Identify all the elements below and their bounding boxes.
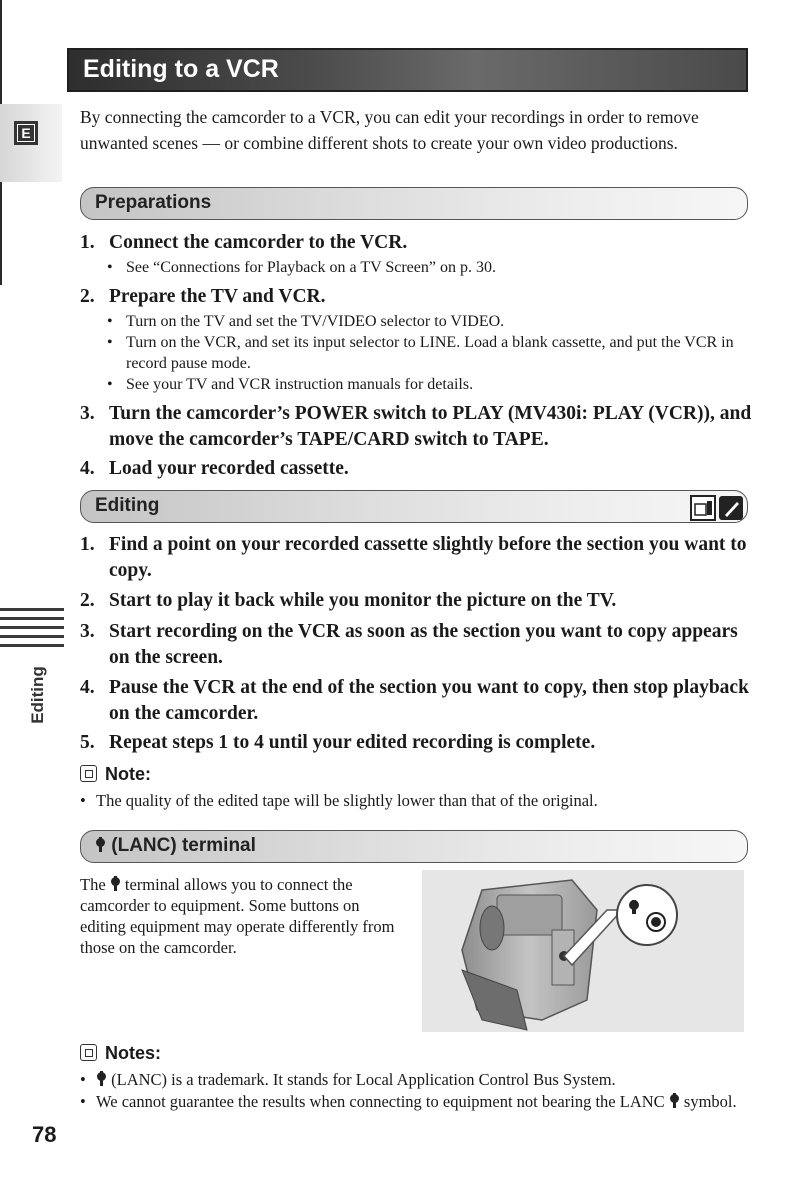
lanc-heading: (LANC) terminal <box>95 835 256 857</box>
prep-bullet: • Turn on the TV and set the TV/VIDEO selector to VIDEO. <box>107 313 505 330</box>
camcorder-photo <box>422 870 744 1032</box>
prep-step: 4. Load your recorded cassette. <box>80 458 349 479</box>
intro-paragraph: By connecting the camcorder to a VCR, you can edit your recordings in order to remove unwanted scenes — or combine different shots to create your own video productions. <box>80 107 699 153</box>
title-banner <box>67 48 748 92</box>
note-icon <box>80 1044 97 1061</box>
prep-step: 3. Turn the camcorder’s POWER switch to PLAY (MV430i: PLAY (VCR)), and move the camcorder’s TAPE/CARD switch to TAPE. <box>80 403 752 450</box>
lanc-note-2: • We cannot guarantee the results when connecting to equipment not bearing the LANC symbol. <box>80 1092 737 1111</box>
lanc-icon <box>110 876 121 891</box>
prep-bullet: • See your TV and VCR instruction manuals for details. <box>107 376 474 393</box>
section-marker-bars <box>0 608 64 653</box>
prep-bullet: • Turn on the VCR, and set its input selector to LINE. Load a blank cassette, and put the VCR in record pause mode. <box>107 334 734 372</box>
editing-heading: Editing <box>95 495 160 516</box>
editing-header <box>80 490 748 523</box>
notes-heading: Notes: <box>80 1043 161 1064</box>
note-text: • The quality of the edited tape will be slightly lower than that of the original. <box>80 791 598 810</box>
language-badge <box>14 121 38 145</box>
note-icon <box>80 765 97 782</box>
lanc-note-1: • (LANC) is a trademark. It stands for Local Application Control Bus System. <box>80 1070 616 1089</box>
editing-step: 5. Repeat steps 1 to 4 until your edited recording is complete. <box>80 732 596 753</box>
lanc-icon <box>95 837 106 852</box>
editing-step: 2. Start to play it back while you monitor the picture on the TV. <box>80 590 617 611</box>
prep-step: 1. Connect the camcorder to the VCR. <box>80 232 408 253</box>
preparations-heading: Preparations <box>95 192 212 213</box>
tape-mode-icon <box>691 496 715 520</box>
preparations-header <box>80 187 748 220</box>
card-mode-icon <box>719 496 743 520</box>
page-title: Editing to a VCR <box>83 55 279 83</box>
note-heading: Note: <box>80 764 151 785</box>
lanc-icon <box>669 1093 680 1108</box>
prep-step: 2. Prepare the TV and VCR. <box>80 286 326 307</box>
lanc-icon <box>96 1071 107 1086</box>
lanc-description: The terminal allows you to connect the camcorder to equipment. Some buttons on editing equipment may operate differently from those on the camcorder. <box>80 875 395 957</box>
prep-bullet: • See “Connections for Playback on a TV Screen” on p. 30. <box>107 259 496 276</box>
editing-step: 1. Find a point on your recorded cassette slightly before the section you want to copy. <box>80 534 747 581</box>
language-letter: E <box>17 124 35 142</box>
editing-step: 3. Start recording on the VCR as soon as the section you want to copy appears on the screen. <box>80 621 738 668</box>
editing-step: 4. Pause the VCR at the end of the section you want to copy, then stop playback on the camcorder. <box>80 677 749 724</box>
side-section-label: Editing <box>28 666 47 724</box>
lanc-header <box>80 830 748 863</box>
mode-icons <box>689 494 747 522</box>
page-number: 78 <box>32 1122 57 1147</box>
